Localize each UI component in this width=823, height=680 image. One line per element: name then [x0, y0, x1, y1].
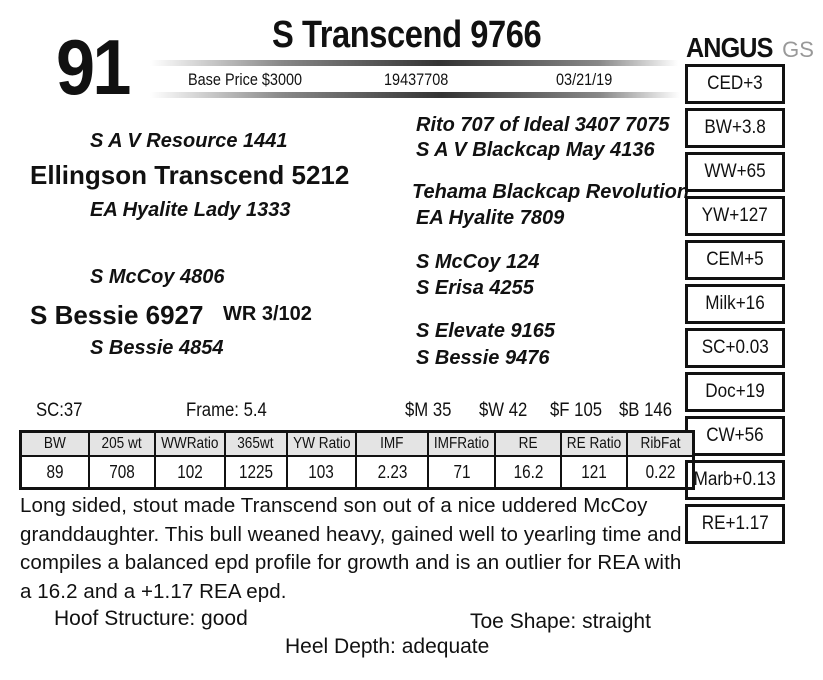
index-w: $W 42 [479, 400, 528, 421]
pedigree-dam: S Bessie 6927 [30, 300, 204, 330]
pedigree-dam-dam: S Bessie 4854 [90, 337, 224, 359]
epd-milk: Milk+16 [685, 284, 785, 324]
value-ribfat: 0.22 [627, 456, 694, 489]
scrotal-circumference: SC:37 [36, 400, 83, 421]
pedigree-dsd: S Erisa 4255 [416, 277, 534, 299]
value-re: 16.2 [495, 456, 561, 489]
frame-score: Frame: 5.4 [186, 400, 267, 421]
header-imf: IMF [356, 432, 428, 457]
epd-ww: WW+65 [685, 152, 785, 192]
performance-table [19, 430, 695, 490]
pedigree-ssd: S A V Blackcap May 4136 [416, 139, 655, 161]
description: Long sided, stout made Transcend son out of a nice uddered McCoy granddaughter. This bull weaned heavy, gained well to yearling time and compiles a balanced epd profile for growth and is an outlier for REA with a 16.2 and a +1.17 REA epd. [20, 494, 682, 603]
pedigree-sire-sire: S A V Resource 1441 [90, 130, 288, 152]
pedigree-ddd: S Bessie 9476 [416, 347, 550, 369]
value-bw: 89 [21, 456, 90, 489]
toe-shape: Toe Shape: straight [470, 610, 651, 633]
base-price: Base Price $3000 [188, 70, 303, 89]
header-ribfat: RibFat [627, 432, 694, 457]
epd-cw: CW+56 [685, 416, 785, 456]
value-imf: 2.23 [356, 456, 428, 489]
value-365wt: 1225 [225, 456, 287, 489]
hoof-structure: Hoof Structure: good [54, 607, 248, 630]
header-205wt: 205 wt [89, 432, 155, 457]
header-ywratio: YW Ratio [287, 432, 357, 457]
pedigree-sire: Ellingson Transcend 5212 [30, 160, 350, 190]
epd-ced: CED+3 [685, 64, 785, 104]
index-f: $F 105 [550, 400, 603, 421]
epd-sc: SC+0.03 [685, 328, 785, 368]
header-bw: BW [21, 432, 90, 457]
header-365wt: 365wt [225, 432, 287, 457]
title-divider [150, 60, 678, 66]
heel-depth: Heel Depth: adequate [285, 635, 490, 658]
epd-column [685, 64, 785, 548]
epd-doc: Doc+19 [685, 372, 785, 412]
pedigree-dss: S McCoy 124 [416, 251, 540, 273]
epd-cem: CEM+5 [685, 240, 785, 280]
pedigree-sdd: EA Hyalite 7809 [416, 207, 565, 229]
pedigree-sss: Rito 707 of Ideal 3407 7075 [416, 114, 670, 136]
value-reratio: 121 [561, 456, 627, 489]
animal-name: S Transcend 9766 [272, 14, 542, 56]
header-imfratio: IMFRatio [428, 432, 495, 457]
dam-wr-note: WR 3/102 [223, 303, 312, 325]
epd-bw: BW+3.8 [685, 108, 785, 148]
value-imfratio: 71 [428, 456, 495, 489]
epd-re: RE+1.17 [685, 504, 785, 544]
value-ywratio: 103 [287, 456, 357, 489]
pedigree-sds: Tehama Blackcap Revolution [412, 181, 690, 203]
epd-marb: Marb+0.13 [685, 460, 785, 500]
header-reratio: RE Ratio [561, 432, 627, 457]
performance-value-row [21, 456, 694, 489]
birth-date: 03/21/19 [556, 70, 613, 89]
index-m: $M 35 [405, 400, 452, 421]
logo-gs-text: GS [782, 37, 814, 62]
header-re: RE [495, 432, 561, 457]
performance-header-row [21, 432, 694, 457]
angus-gs-logo [686, 32, 814, 64]
logo-angus-text: ANGUS [686, 32, 773, 63]
epd-yw: YW+127 [685, 196, 785, 236]
value-205wt: 708 [89, 456, 155, 489]
price-divider [150, 92, 680, 98]
index-b: $B 146 [619, 400, 673, 421]
pedigree-dam-sire: S McCoy 4806 [90, 266, 225, 288]
pedigree-sire-dam: EA Hyalite Lady 1333 [90, 199, 291, 221]
header-wwratio: WWRatio [155, 432, 225, 457]
value-wwratio: 102 [155, 456, 225, 489]
pedigree-dds: S Elevate 9165 [416, 320, 555, 342]
lot-number: 91 [56, 23, 129, 111]
registration-number: 19437708 [384, 70, 449, 89]
